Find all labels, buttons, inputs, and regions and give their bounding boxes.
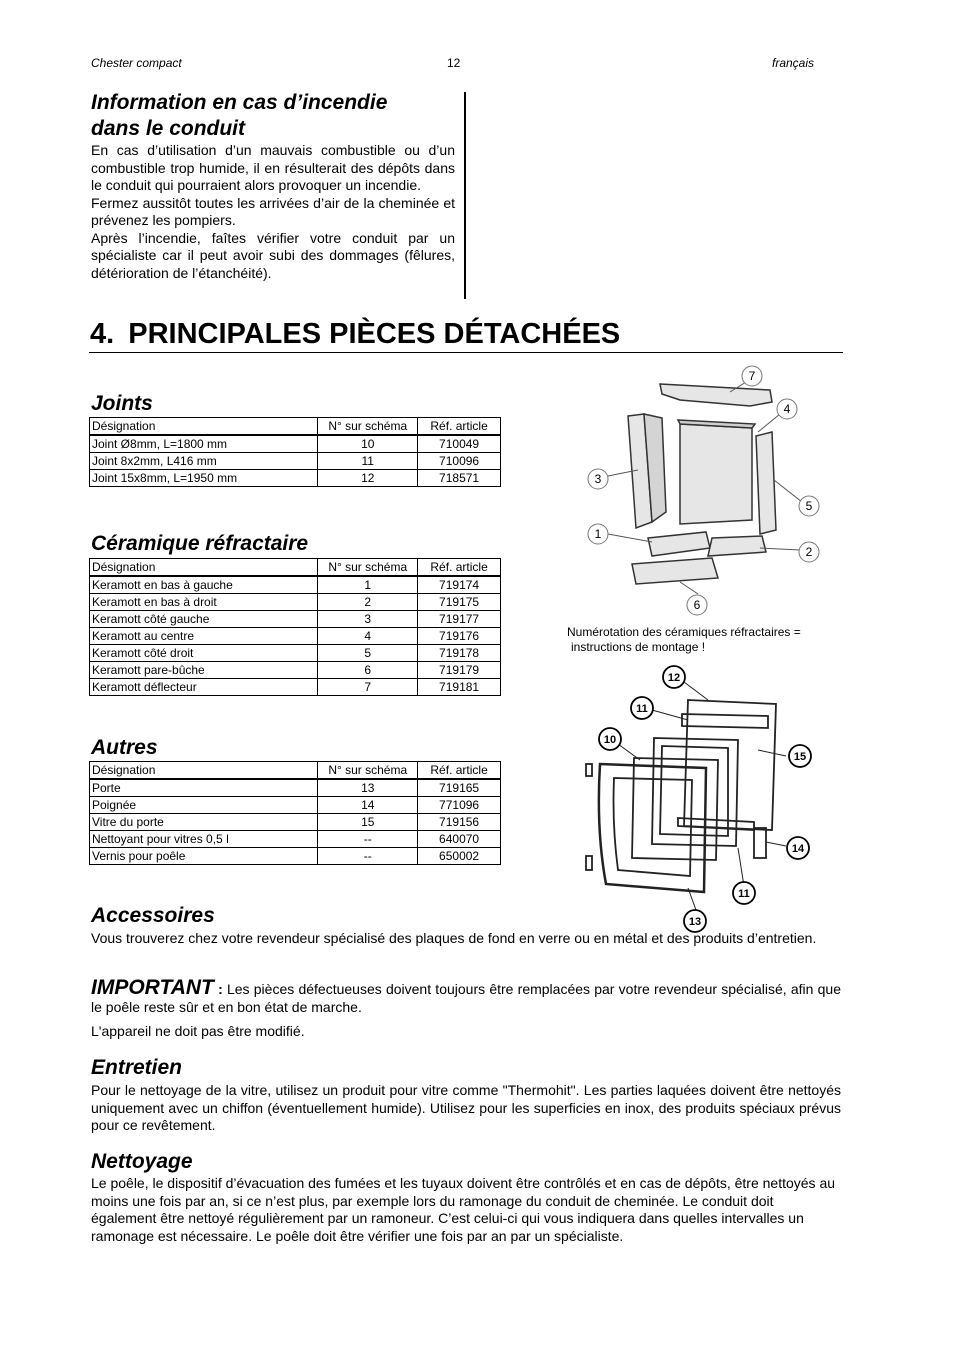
- callout-label: 13: [688, 916, 702, 928]
- column-divider: [464, 92, 466, 299]
- cell-designation: Joint 15x8mm, L=1950 mm: [90, 470, 318, 487]
- cell-schema-number: 1: [318, 576, 418, 594]
- cell-article-ref: 719156: [418, 814, 501, 831]
- table-row: [90, 453, 501, 470]
- callout-label: 6: [693, 598, 701, 612]
- col-header-schema: N° sur schéma: [318, 559, 418, 577]
- fire-info-paragraph: En cas d’utilisation d’un mauvais combustible ou d’un combustible trop humide, il en résulterait des dépôts dans le conduit qui pourraient alors provoquer un incendie.: [91, 142, 455, 193]
- table-header-row: [90, 418, 501, 436]
- cell-article-ref: 719165: [418, 779, 501, 797]
- table-row: [90, 435, 501, 453]
- fire-info-body: [91, 142, 455, 282]
- table-row: [90, 594, 501, 611]
- table-row: [90, 470, 501, 487]
- callout-label: 4: [783, 402, 791, 416]
- cell-article-ref: 640070: [418, 831, 501, 848]
- table-row: [90, 848, 501, 865]
- callout-label: 7: [748, 369, 756, 383]
- important-text: Les pièces défectueuses doivent toujours être remplacées par votre revendeur spécialisé, afin que le poêle reste sûr et en bon état de marche.: [91, 981, 841, 1015]
- col-header-designation: Désignation: [90, 559, 318, 577]
- figure-caption-line: instructions de montage !: [571, 640, 706, 654]
- cell-designation: Keramott en bas à droit: [90, 594, 318, 611]
- cell-article-ref: 650002: [418, 848, 501, 865]
- table-row: [90, 779, 501, 797]
- cell-schema-number: 12: [318, 470, 418, 487]
- callout-label: 10: [603, 734, 617, 746]
- fire-info-paragraph: Fermez aussitôt toutes les arrivées d’air de la cheminée et prévenez les pompiers.: [91, 194, 455, 228]
- col-header-ref: Réf. article: [418, 762, 501, 780]
- table-header-row: [90, 762, 501, 780]
- cell-designation: Vitre du porte: [90, 814, 318, 831]
- col-header-designation: Désignation: [90, 762, 318, 780]
- cell-schema-number: 2: [318, 594, 418, 611]
- cell-designation: Porte: [90, 779, 318, 797]
- cell-designation: Keramott déflecteur: [90, 679, 318, 696]
- chapter-underline: [89, 352, 843, 353]
- cell-article-ref: 719175: [418, 594, 501, 611]
- cell-schema-number: 4: [318, 628, 418, 645]
- callout-label: 14: [791, 843, 805, 855]
- chapter-number: 4.: [90, 318, 115, 350]
- chapter-title: PRINCIPALES PIÈCES DÉTACHÉES: [128, 318, 621, 350]
- fire-info-title-line1: Information en cas d’incendie: [91, 91, 388, 114]
- cell-schema-number: 7: [318, 679, 418, 696]
- autres-table: [89, 761, 501, 865]
- fire-info-title-line2: dans le conduit: [91, 117, 246, 140]
- callout-label: 3: [594, 472, 602, 486]
- fire-info-section: [91, 90, 455, 282]
- col-header-ref: Réf. article: [418, 559, 501, 577]
- table-row: [90, 628, 501, 645]
- cell-article-ref: 710096: [418, 453, 501, 470]
- cell-designation: Joint 8x2mm, L416 mm: [90, 453, 318, 470]
- joints-table: [89, 417, 501, 487]
- header-page-number: 12: [447, 56, 461, 70]
- cell-designation: Keramott côté droit: [90, 645, 318, 662]
- section-title-autres: Autres: [91, 736, 158, 759]
- section-title-ceramique: Céramique réfractaire: [91, 532, 309, 555]
- ceramic-parts-drawing: [628, 384, 776, 584]
- cell-article-ref: 719179: [418, 662, 501, 679]
- cell-designation: Keramott en bas à gauche: [90, 576, 318, 594]
- door-parts-diagram: [578, 660, 818, 935]
- col-header-schema: N° sur schéma: [318, 418, 418, 436]
- important-colon: :: [213, 981, 223, 997]
- table-row: [90, 576, 501, 594]
- cell-designation: Joint Ø8mm, L=1800 mm: [90, 435, 318, 453]
- col-header-ref: Réf. article: [418, 418, 501, 436]
- ceramic-parts-diagram: [580, 362, 830, 620]
- table-row: [90, 611, 501, 628]
- cell-schema-number: 6: [318, 662, 418, 679]
- section-title-joints: Joints: [91, 392, 153, 415]
- cell-designation: Keramott côté gauche: [90, 611, 318, 628]
- cell-article-ref: 719176: [418, 628, 501, 645]
- cell-designation: Vernis pour poêle: [90, 848, 318, 865]
- cell-schema-number: 10: [318, 435, 418, 453]
- callout-label: 11: [636, 703, 648, 715]
- table-row: [90, 831, 501, 848]
- important-notice: [91, 976, 841, 1016]
- section-title-accessoires: Accessoires: [91, 904, 215, 927]
- entretien-text: Pour le nettoyage de la vitre, utilisez un produit pour vitre comme "Thermohit". Les parties laquées doivent être nettoyés uniquement avec un chiffon (éventuellement humide). Utilisez pour les superficies en inox, des produits spéciaux prévus pour ce revêtement.: [91, 1082, 841, 1133]
- table-row: [90, 814, 501, 831]
- important-label: IMPORTANT: [91, 976, 214, 999]
- accessoires-text: Vous trouverez chez votre revendeur spécialisé des plaques de fond en verre ou en métal et des produits d’entretien.: [91, 930, 817, 946]
- table-row: [90, 797, 501, 814]
- cell-article-ref: 719174: [418, 576, 501, 594]
- callout-label: 12: [667, 672, 681, 684]
- callout-label: 11: [738, 888, 750, 900]
- cell-designation: Keramott au centre: [90, 628, 318, 645]
- figure-caption: [567, 625, 801, 655]
- cell-designation: Nettoyant pour vitres 0,5 l: [90, 831, 318, 848]
- cell-schema-number: 14: [318, 797, 418, 814]
- callout-label: 15: [793, 751, 807, 763]
- callout-label: 1: [594, 527, 602, 541]
- callout-label: 5: [805, 499, 813, 513]
- col-header-schema: N° sur schéma: [318, 762, 418, 780]
- chapter-heading: [90, 317, 620, 351]
- nettoyage-text: Le poêle, le dispositif d’évacuation des fumées et les tuyaux doivent être contrôlés et en cas de dépôts, être nettoyés au moins une fois par an, si ce n’est plus, par exemple lors du ramonage du conduit de cheminée. Le conduit doit également être nettoyé régulièrement par un ramoneur. C’est celui-ci qui vous indiquera dans quelles intervalles un ramonage est nécessaire. Le poêle doit être vérifier une fois par an par un spécialiste.: [91, 1175, 836, 1244]
- cell-article-ref: 719177: [418, 611, 501, 628]
- cell-article-ref: 771096: [418, 797, 501, 814]
- fire-info-paragraph: Après l’incendie, faîtes vérifier votre conduit par un spécialiste car il peut avoir subi des dommages (fêlures, détérioration de l’étanchéité).: [91, 229, 455, 281]
- ceramique-table: [89, 558, 501, 696]
- cell-schema-number: 13: [318, 779, 418, 797]
- table-header-row: [90, 559, 501, 577]
- cell-article-ref: 710049: [418, 435, 501, 453]
- header-doc-title: Chester compact: [91, 56, 182, 70]
- cell-schema-number: 3: [318, 611, 418, 628]
- figure-caption-line: Numérotation des céramiques réfractaires =: [567, 625, 801, 639]
- cell-schema-number: 15: [318, 814, 418, 831]
- table-row: [90, 645, 501, 662]
- cell-schema-number: --: [318, 831, 418, 848]
- cell-designation: Poignée: [90, 797, 318, 814]
- header-language: français: [772, 56, 815, 70]
- table-row: [90, 662, 501, 679]
- cell-designation: Keramott pare-bûche: [90, 662, 318, 679]
- cell-article-ref: 718571: [418, 470, 501, 487]
- cell-article-ref: 719181: [418, 679, 501, 696]
- section-title-nettoyage: Nettoyage: [91, 1150, 193, 1173]
- callout-label: 2: [805, 545, 813, 559]
- cell-schema-number: 5: [318, 645, 418, 662]
- important-line2: L'appareil ne doit pas être modifié.: [91, 1023, 305, 1039]
- cell-article-ref: 719178: [418, 645, 501, 662]
- col-header-designation: Désignation: [90, 418, 318, 436]
- cell-schema-number: --: [318, 848, 418, 865]
- table-row: [90, 679, 501, 696]
- section-title-entretien: Entretien: [91, 1056, 183, 1079]
- cell-schema-number: 11: [318, 453, 418, 470]
